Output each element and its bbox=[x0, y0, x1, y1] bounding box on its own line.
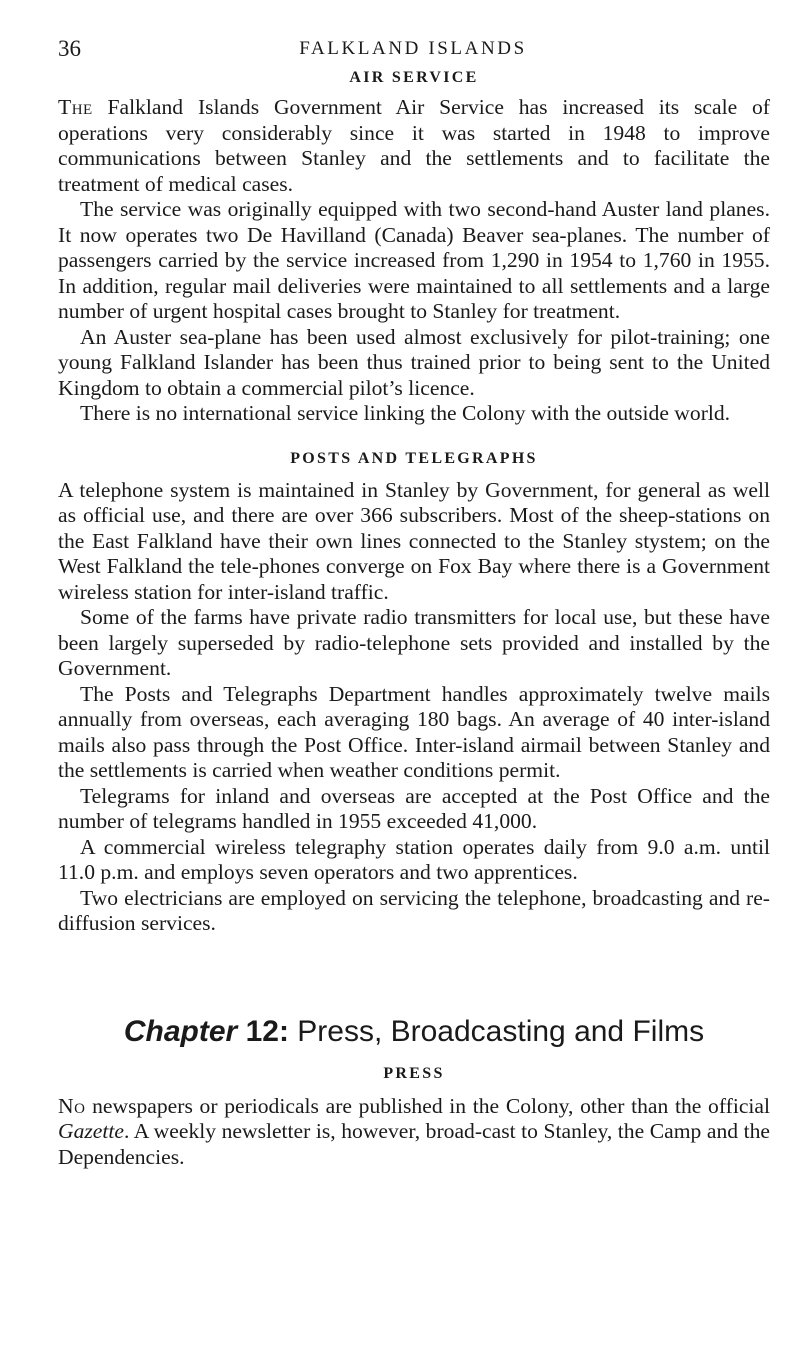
paragraph: Some of the farms have private radio transmitters for local use, but these have been largely superseded by radio-telephone sets provided and installed by the Government. bbox=[58, 605, 770, 680]
paragraph: A commercial wireless telegraphy station operates daily from 9.0 a.m. until 11.0 p.m. and employs seven operators and two apprentices. bbox=[58, 834, 770, 884]
paragraph: Two electricians are employed on servicing the telephone, broadcasting and re-diffusion services. bbox=[58, 885, 770, 935]
paragraph: A telephone system is maintained in Stanley by Government, for general as well as official use, and there are over 366 subscribers. Most of the sheep-stations on the East Falkland have their own lines connected to the Stanley stystem; on the West Falkland the tele-phones converge on Fox Bay where there is a Government wireless station for inter-island traffic. bbox=[58, 477, 770, 604]
running-title: FALKLAND ISLANDS bbox=[299, 38, 527, 59]
lead-word: No bbox=[58, 1093, 86, 1118]
paragraph bbox=[58, 95, 770, 197]
chapter-title: Press, Broadcasting and Films bbox=[297, 1014, 705, 1048]
paragraph: There is no international service linking the Colony with the outside world. bbox=[80, 401, 731, 425]
section-heading-press: PRESS bbox=[383, 1064, 445, 1082]
page-number: 36 bbox=[58, 36, 81, 61]
paragraph-text: . A weekly newsletter is, however, broad-cast to Stanley, the Camp and the Dependencies. bbox=[58, 1119, 770, 1169]
paragraph: The service was originally equipped with two second-hand Auster land planes. It now operates two De Havilland (Canada) Beaver sea-planes. The number of passengers carried by the service increased from 1,290 in 1954 to 1,760 in 1955. In addition, regular mail deliveries were maintained to all settlements and a large number of urgent hospital cases brought to Stanley for treatment. bbox=[58, 197, 770, 323]
paragraph: An Auster sea-plane has been used almost exclusively for pilot-training; one young Falkland Islander has been thus trained prior to being sent to the United Kingdom to obtain a commercial pilot’s licence. bbox=[58, 324, 770, 400]
paragraph-text: newspapers or periodicals are published in the Colony, other than the official bbox=[85, 1093, 770, 1118]
page-content bbox=[58, 66, 770, 1170]
paragraph: Telegrams for inland and overseas are accepted at the Post Office and the number of telegrams handled in 1955 exceeded 41,000. bbox=[58, 783, 770, 833]
chapter-word: Chapter bbox=[123, 1014, 238, 1048]
chapter-number: 12: bbox=[237, 1014, 298, 1048]
gazette-title: Gazette bbox=[58, 1119, 124, 1143]
section-heading-posts-telegraphs: POSTS AND TELEGRAPHS bbox=[290, 449, 538, 467]
running-head bbox=[58, 34, 768, 64]
chapter-heading bbox=[58, 1012, 770, 1052]
paragraph-text: Falkland Islands Government Air Service has increased its scale of operations very considerably since it was started in 1948 to improve communications between Stanley and the settlements and to facilitate the treatment of medical cases. bbox=[58, 95, 770, 196]
paragraph: The Posts and Telegraphs Department handles approximately twelve mails annually from overseas, each averaging 180 bags. An average of 40 inter-island mails also pass through the Post Office. Inter-island airmail between Stanley and the settlements is carried when weather conditions permit. bbox=[58, 681, 770, 782]
lead-word: The bbox=[58, 95, 93, 119]
section-heading-air-service: AIR SERVICE bbox=[349, 69, 479, 86]
paragraph bbox=[58, 1094, 770, 1171]
